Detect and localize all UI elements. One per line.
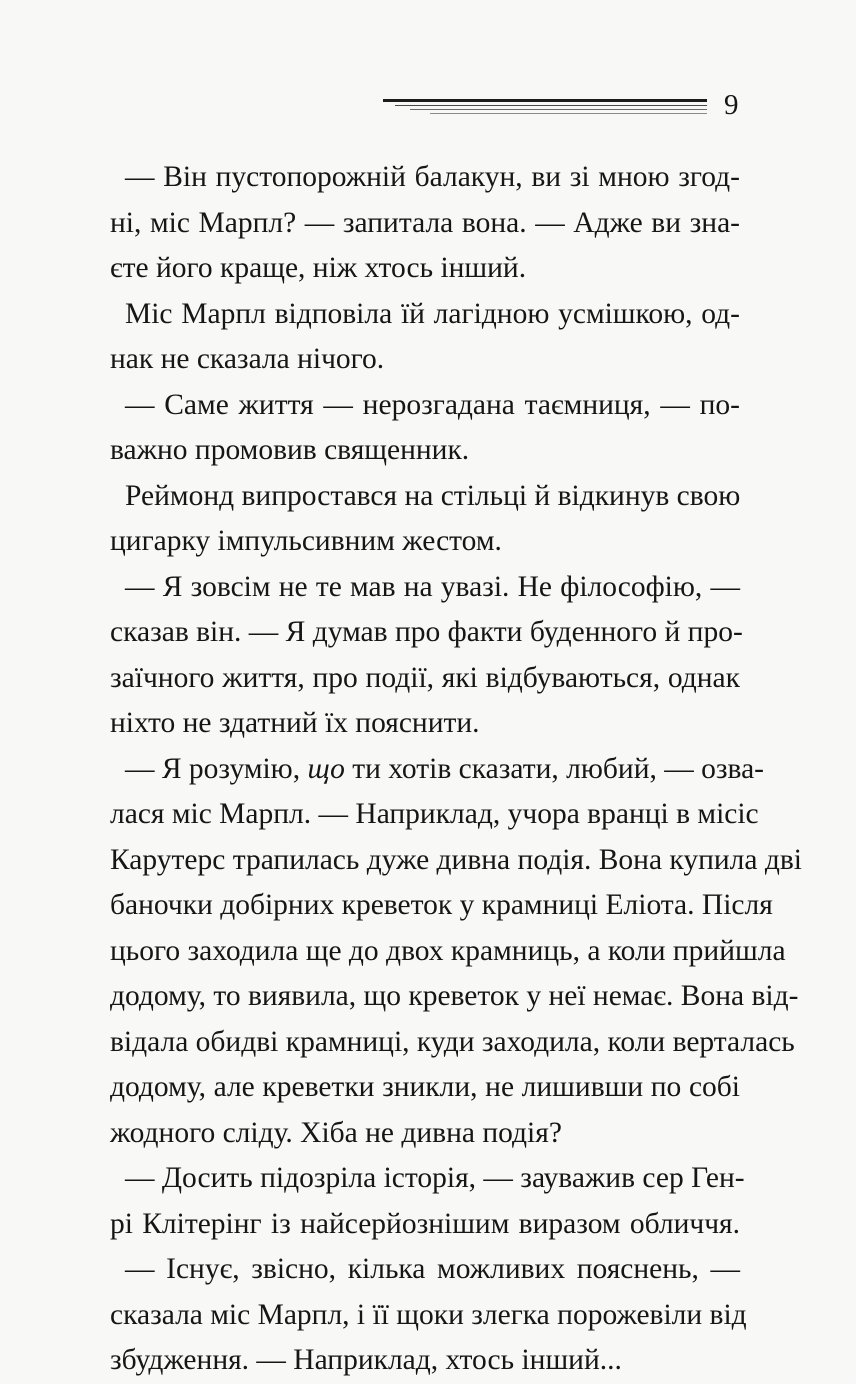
text-line: сказала міс Марпл, і її щоки злегка порожевіли від <box>110 1298 747 1331</box>
text-line: баночки добірних креветок у крамниці Еліота. Після <box>110 889 773 921</box>
header-rule <box>430 113 707 114</box>
text-line: ніхто не здатний їх пояснити. <box>110 707 480 739</box>
text-line: Реймонд випростався на стільці й відкинув свою <box>125 479 741 512</box>
text-line: ні, міс Марпл? — запитала вона. — Адже ви зна- <box>110 206 740 239</box>
text-line: сказав він. — Я думав про факти буденного й про- <box>110 616 743 648</box>
header-rule <box>395 105 707 106</box>
text-line: — Досить підозріла історія, — зауважив сер Ген- <box>125 1162 745 1194</box>
text-line: цигарку імпульсивним жестом. <box>110 525 502 557</box>
text-line: жодного сліду. Хіба не дивна подія? <box>110 1116 562 1149</box>
text-line: — Він пустопорожній балакун, ви зі мною згод- <box>125 161 740 193</box>
text-line: лася міс Марпл. — Наприклад, учора вранці в місіс <box>110 798 759 830</box>
text-line: — Я зовсім не те мав на увазі. Не філософію, — <box>125 570 740 603</box>
emphasis: що <box>307 752 345 785</box>
text-line: рі Клітерінг із найсерйознішим виразом обличчя. <box>110 1207 740 1240</box>
text-line: — Саме життя — нерозгадана таємниця, — по- <box>125 388 740 421</box>
text-line: заїчного життя, про події, які відбуваються, однак <box>110 661 740 694</box>
text-line: нак не сказала нічого. <box>110 343 385 375</box>
header-rule <box>383 99 707 102</box>
text-line: єте його краще, ніж хтось інший. <box>110 252 527 284</box>
text-line: Карутерс трапилась дуже дивна подія. Вона купила дві <box>110 843 802 876</box>
text-line: важно промовив священник. <box>110 434 470 466</box>
page-number: 9 <box>724 89 739 121</box>
page-header <box>0 0 856 140</box>
text-line: додому, то виявила, що креветок у неї немає. Вона від- <box>110 980 799 1012</box>
text-line: збудження. — Наприклад, хтось інший... <box>110 1344 622 1376</box>
body-text <box>110 155 802 1384</box>
text-line: Міс Марпл відповіла їй лагідною усмішкою, од- <box>125 297 740 330</box>
text-line: додому, але креветки зникли, не лишивши по собі <box>110 1071 740 1103</box>
header-rule <box>410 109 707 110</box>
text-line: відала обидві крамниці, куди заходила, коли верталась <box>110 1025 795 1058</box>
text-line: цього заходила ще до двох крамниць, а коли прийшла <box>110 934 786 967</box>
text-line: — Я розумію, що ти хотів сказати, любий, — озва- <box>125 752 764 785</box>
text-line: — Існує, звісно, кілька можливих пояснень, — <box>125 1253 740 1285</box>
